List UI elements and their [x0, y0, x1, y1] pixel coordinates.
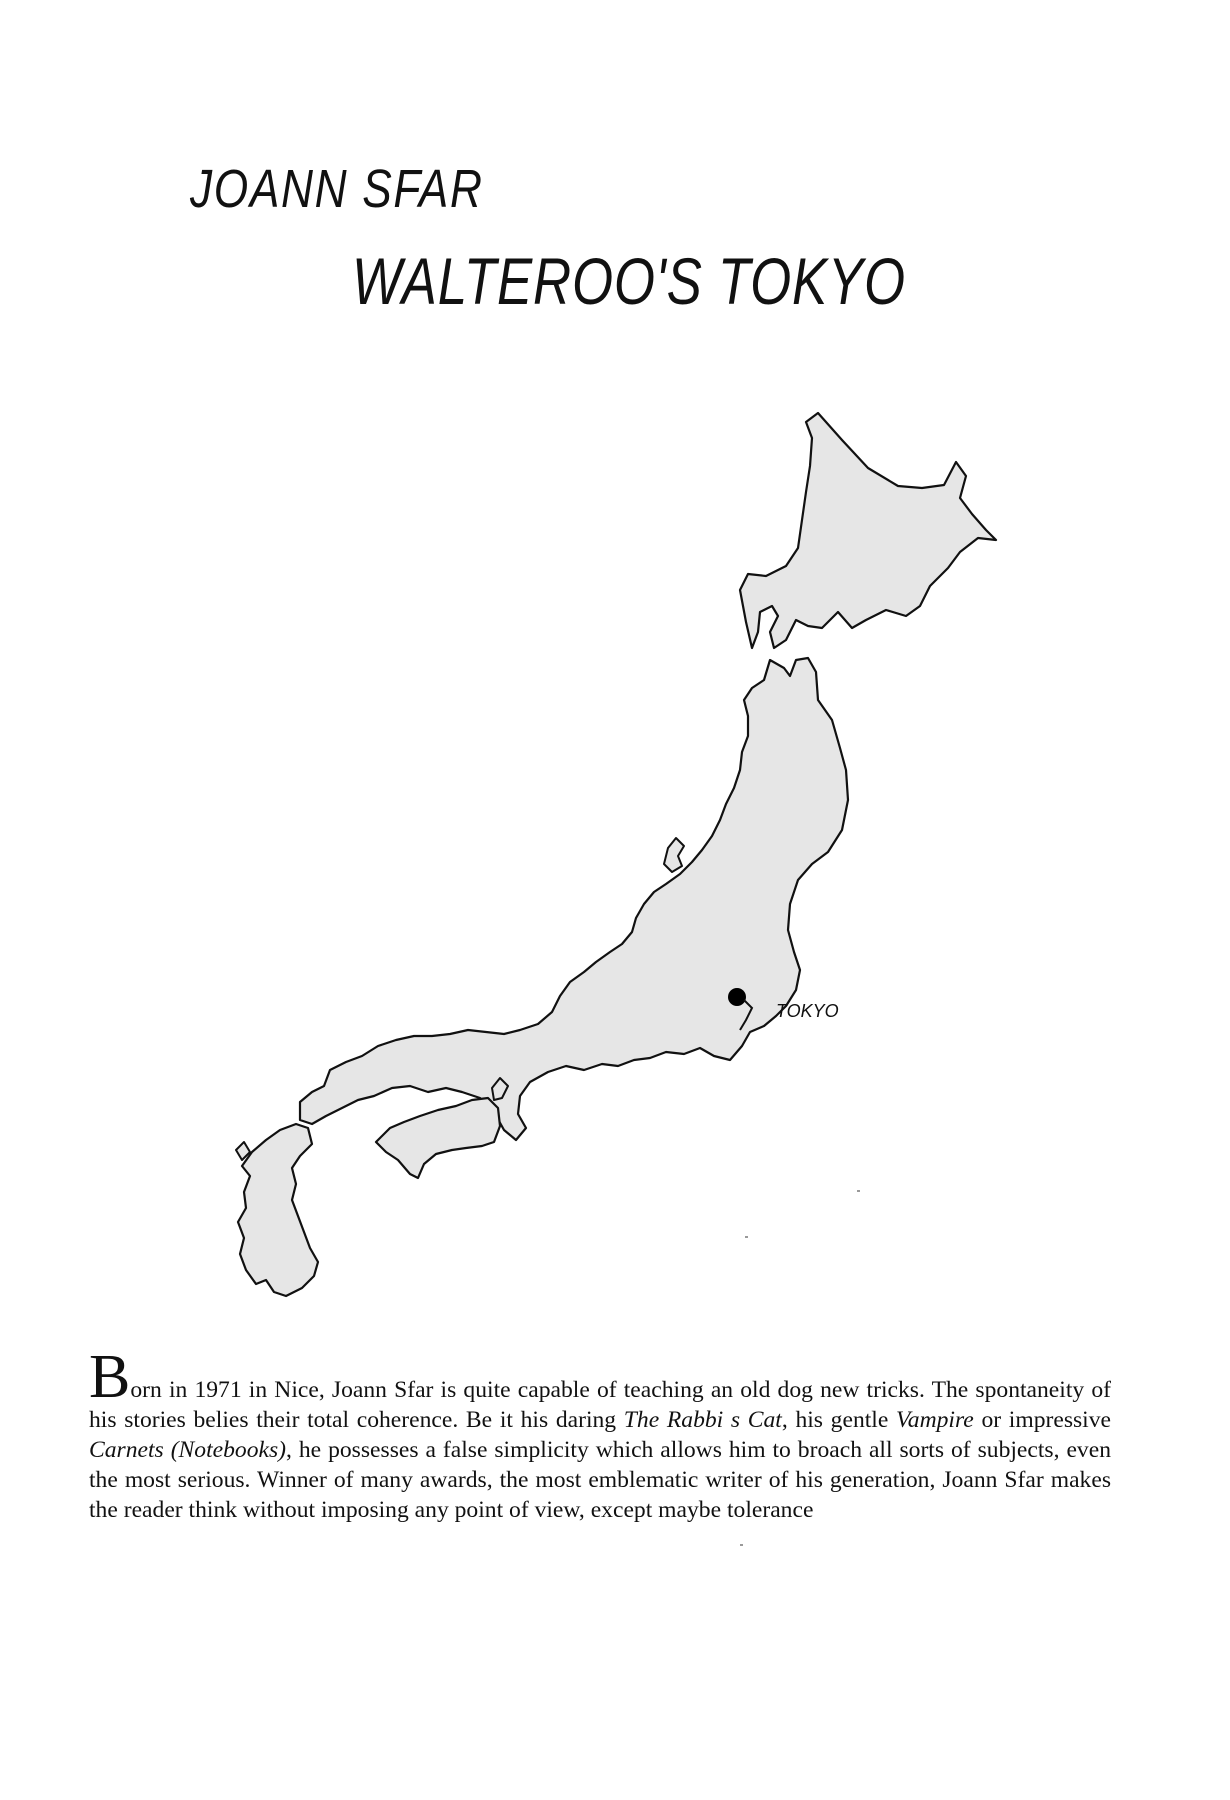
print-speck [740, 1544, 743, 1546]
island-shikoku [376, 1098, 500, 1178]
island-kyushu [238, 1124, 318, 1296]
island-hokkaido [740, 413, 996, 648]
print-speck [857, 1190, 860, 1192]
bio-text-4 [164, 1437, 171, 1463]
island-honshu [300, 658, 848, 1140]
author-name: JOANN SFAR [190, 159, 484, 219]
bio-work-rabbis-cat: The Rabbi s Cat [623, 1407, 782, 1433]
author-biography [89, 1343, 1112, 1525]
print-speck [745, 1236, 748, 1238]
bio-text-1: orn in 1971 in Nice, Joann Sfar is quite capable of teaching an old dog new tricks. The spontaneity of his stories belies their total coherence. Be it his daring [89, 1377, 1111, 1433]
island-sado [664, 838, 684, 872]
chapter-title: WALTEROO'S TOKYO [352, 244, 906, 318]
bio-text-2: , his gentle [781, 1407, 896, 1433]
bio-work-carnets: Carnets [89, 1437, 164, 1463]
bio-text-3: or impressive [973, 1407, 1112, 1433]
tokyo-dot [728, 988, 746, 1006]
bio-work-vampire: Vampire [896, 1407, 974, 1433]
bio-work-notebooks: (Notebooks) [170, 1437, 287, 1463]
drop-cap: B [89, 1343, 131, 1411]
tokyo-label: TOKYO [776, 1001, 839, 1021]
bio-text-5: , he possesses a false simplicity which allows him to broach all sorts of subjects, even the most serious. Winner of many awards, the most emblematic writer of his generation, Joann Sfar makes the reader think without imposing any point of view, except maybe tolerance [89, 1437, 1111, 1523]
